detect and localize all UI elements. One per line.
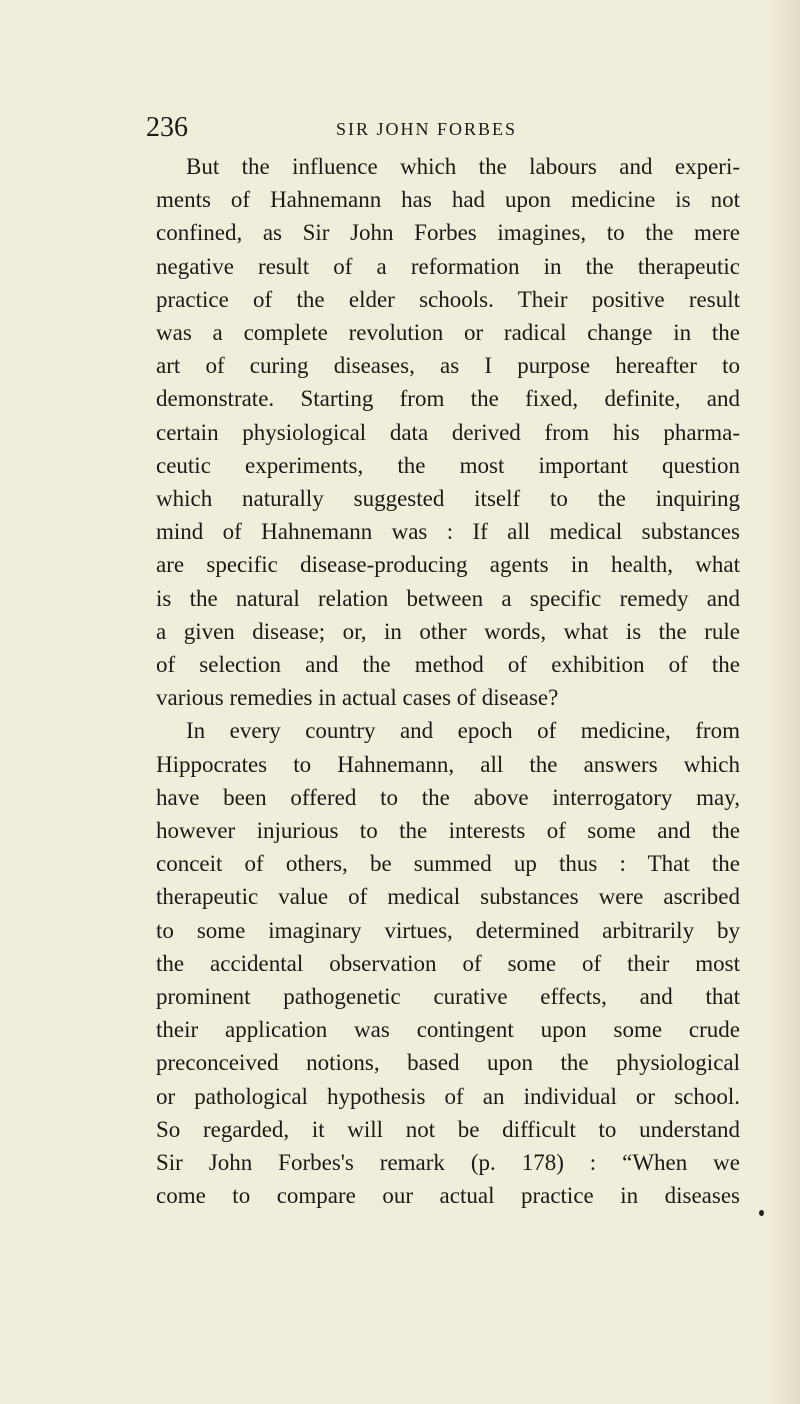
text-line: ceutic experiments, the most important question <box>156 452 740 478</box>
text-line: which naturally suggested itself to the inquiring <box>156 486 740 512</box>
text-line: their application was contingent upon some crude <box>156 1017 740 1043</box>
text-line: But the influence which the labours and experi- <box>186 154 740 179</box>
text-line: have been offered to the above interrogatory may, <box>156 784 740 810</box>
text-line: mind of Hahnemann was : If all medical substances <box>156 519 740 545</box>
text-line: Hippocrates to Hahnemann, all the answers which <box>156 751 740 777</box>
text-line: a given disease; or, in other words, what is the rule <box>156 618 740 644</box>
text-line: to some imaginary virtues, determined arbitrarily by <box>156 917 740 943</box>
text-line: practice of the elder schools. Their positive result <box>156 286 740 312</box>
text-line: So regarded, it will not be difficult to understand <box>156 1116 740 1142</box>
text-line: demonstrate. Starting from the fixed, definite, and <box>156 386 740 412</box>
text-line: is the natural relation between a specific remedy and <box>156 585 740 611</box>
text-line: negative result of a reformation in the therapeutic <box>156 253 740 279</box>
text-line: In every country and epoch of medicine, from <box>186 718 740 744</box>
ink-dot <box>759 1210 764 1216</box>
body-text <box>156 150 740 1213</box>
running-head <box>146 112 766 144</box>
text-line: come to compare our actual practice in diseases <box>156 1183 740 1209</box>
page-number: 236 <box>146 112 188 143</box>
text-line: Sir John Forbes's remark (p. 178) : “When we <box>156 1150 740 1176</box>
text-line: conceit of others, be summed up thus : That the <box>156 851 740 877</box>
text-line: preconceived notions, based upon the physiological <box>156 1050 740 1076</box>
text-line: ments of Hahnemann has had upon medicine is not <box>156 187 740 213</box>
text-line: confined, as Sir John Forbes imagines, to the mere <box>156 220 740 246</box>
text-line: of selection and the method of exhibition of the <box>156 652 740 678</box>
text-line: certain physiological data derived from his pharma- <box>156 419 740 445</box>
text-line: or pathological hypothesis of an individual or school. <box>156 1083 740 1109</box>
running-title: SIR JOHN FORBES <box>336 119 518 139</box>
text-line: however injurious to the interests of some and the <box>156 818 740 844</box>
text-line: are specific disease-producing agents in health, what <box>156 552 740 578</box>
text-line: the accidental observation of some of their most <box>156 950 740 976</box>
text-line: therapeutic value of medical substances were ascribed <box>156 884 740 910</box>
text-line: various remedies in actual cases of disease? <box>156 685 559 711</box>
text-line: was a complete revolution or radical change in the <box>156 320 740 346</box>
text-line: prominent pathogenetic curative effects, and that <box>156 984 740 1010</box>
text-line: art of curing diseases, as I purpose hereafter to <box>156 353 740 379</box>
